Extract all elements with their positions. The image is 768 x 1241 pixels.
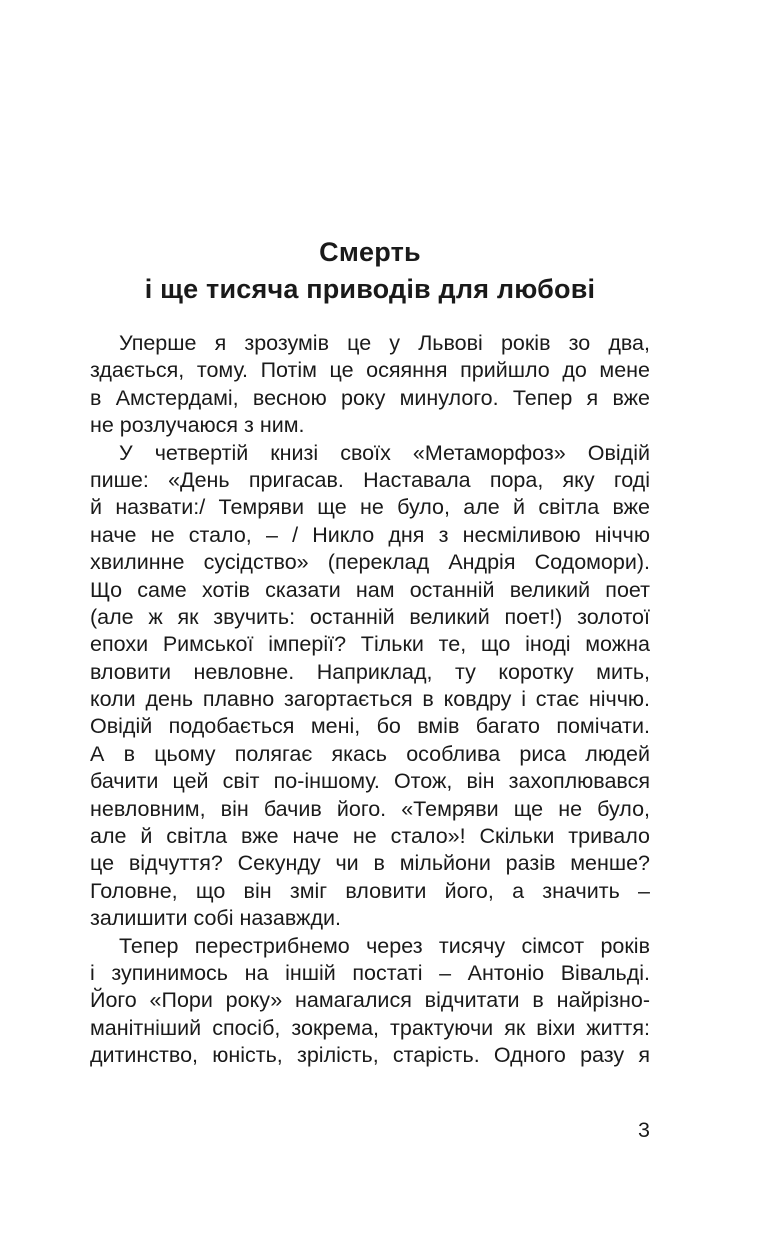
text-line: Тепер перестрибнемо через тисячу сімсот років (119, 933, 650, 958)
text-line: (але ж як звучить: останній великий поет!) золотої (90, 604, 650, 629)
text-line: дитинство, юність, зрілість, старість. Одного разу я (90, 1043, 650, 1068)
text-line: У четвертій книзі своїх «Метаморфоз» Овідій (119, 440, 650, 465)
text-line: Головне, що він зміг вловити його, а значить – (90, 878, 650, 903)
page-number: 3 (638, 1118, 650, 1142)
text-line: і зупинимось на іншій постаті – Антоніо Вівальді. (90, 960, 650, 985)
text-line: в Амстердамі, весною року минулого. Тепер я вже (90, 385, 650, 410)
text-line: А в цьому полягає якась особлива риса людей (90, 741, 650, 766)
text-line: бачити цей світ по-іншому. Отож, він захоплювався (90, 769, 650, 794)
text-line: наче не стало, – / Никло дня з несміливою ніччю (90, 522, 650, 547)
text-line: Овідій подобається мені, бо вмів багато помічати. (90, 714, 650, 739)
text-line: й назвати:/ Темряви ще не було, але й світла вже (90, 495, 650, 520)
text-line: вловити невловне. Наприклад, ту коротку мить, (90, 659, 650, 684)
body-text (90, 330, 650, 1070)
text-line: пише: «День пригасав. Наставала пора, яку годі (90, 467, 650, 492)
text-line: це відчуття? Секунду чи в мільйони разів менше? (90, 851, 650, 876)
text-line: невловним, він бачив його. «Темряви ще не було, (90, 796, 650, 821)
text-line: епохи Римської імперії? Тільки те, що іноді можна (90, 632, 650, 657)
text-line: коли день плавно загортається в ковдру і стає ніччю. (90, 687, 650, 712)
text-line: не розлучаюся з ним. (90, 413, 305, 438)
text-line: манітніший спосіб, зокрема, трактуючи як віхи життя: (90, 1015, 650, 1040)
text-line: Його «Пори року» намагалися відчитати в найрізно- (90, 988, 650, 1013)
text-line: Що саме хотів сказати нам останній великий поет (90, 577, 650, 602)
text-line: хвилинне сусідство» (переклад Андрія Содомори). (90, 550, 650, 575)
text-line: здається, тому. Потім це осяяння прийшло до мене (90, 358, 650, 383)
text-line: залишити собі назавжди. (90, 906, 341, 931)
chapter-title-line-1: Смерть (319, 237, 421, 267)
text-line: Уперше я зрозумів це у Львові років зо два, (119, 331, 650, 355)
chapter-title-line-2: і ще тисяча приводів для любові (144, 274, 596, 304)
text-line: але й світла вже наче не стало»! Скільки тривало (90, 824, 650, 849)
